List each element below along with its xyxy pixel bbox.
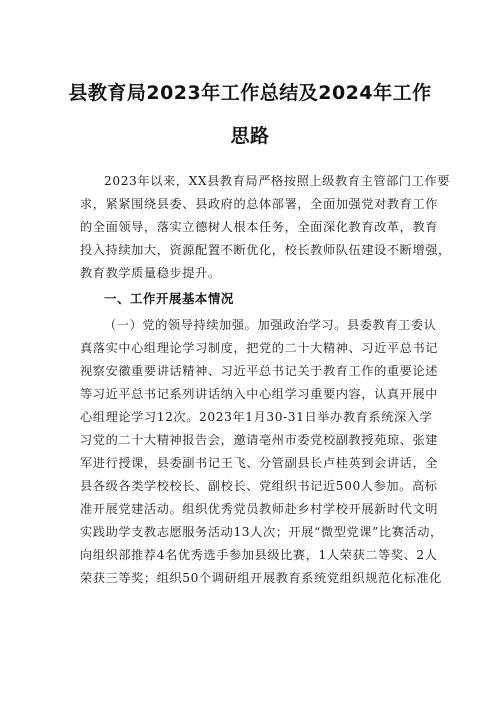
section-line: 实践助学支教志愿服务活动13人次；开展“微型党课”比赛活动，	[80, 525, 443, 539]
section-paragraph	[80, 314, 443, 590]
intro-line: 投入持续加大，资源配置不断优化，校长教师队伍建设不断增强，	[80, 243, 451, 257]
intro-paragraph	[80, 170, 451, 285]
document-title-line-1: 县教育局2023年工作总结及2024年工作	[68, 82, 432, 104]
section-line: 真落实中心组理论学习制度，把党的二十大精神、习近平总书记	[80, 341, 439, 355]
section-line: （一）党的领导持续加强。加强政治学习。县委教育工委认	[104, 318, 437, 332]
section-line: 视察安徽重要讲话精神、习近平总书记关于教育工作的重要论述	[80, 364, 439, 378]
section-line: 心组理论学习12次。2023年1月30-31日举办教育系统深入学	[80, 410, 433, 424]
section-line: 等习近平总书记系列讲话纳入中心组学习重要内容，认真开展中	[80, 387, 439, 401]
section-line: 军进行授课，县委副书记王飞、分管副县长卢桂英到会讲话，全	[80, 456, 439, 470]
intro-line: 的全面领导，落实立德树人根本任务，全面深化教育改革，教育	[80, 220, 439, 234]
section-line: 向组织部推荐4名优秀选手参加县级比赛，1人荣获二等奖、2人	[80, 548, 438, 562]
section-line: 荣获三等奖；组织50个调研组开展教育系统党组织规范化标准化	[80, 571, 442, 585]
section-line: 准开展党建活动。组织优秀党员教师赴乡村学校开展新时代文明	[80, 502, 439, 516]
document-title-line-2: 思路	[230, 125, 270, 147]
intro-line: 2023年以来，XX县教育局严格按照上级教育主管部门工作要	[104, 174, 451, 188]
section-heading: 一、工作开展基本情况	[104, 291, 234, 306]
section-line: 县各级各类学校校长、副校长、党组织书记近500人参加。高标	[80, 479, 438, 493]
intro-line: 求，紧紧围绕县委、县政府的总体部署，全面加强党对教育工作	[80, 197, 439, 211]
section-line: 习党的二十大精神报告会，邀请亳州市委党校副教授苑琼、张建	[80, 433, 439, 447]
intro-line: 教育教学质量稳步提升。	[80, 266, 221, 280]
